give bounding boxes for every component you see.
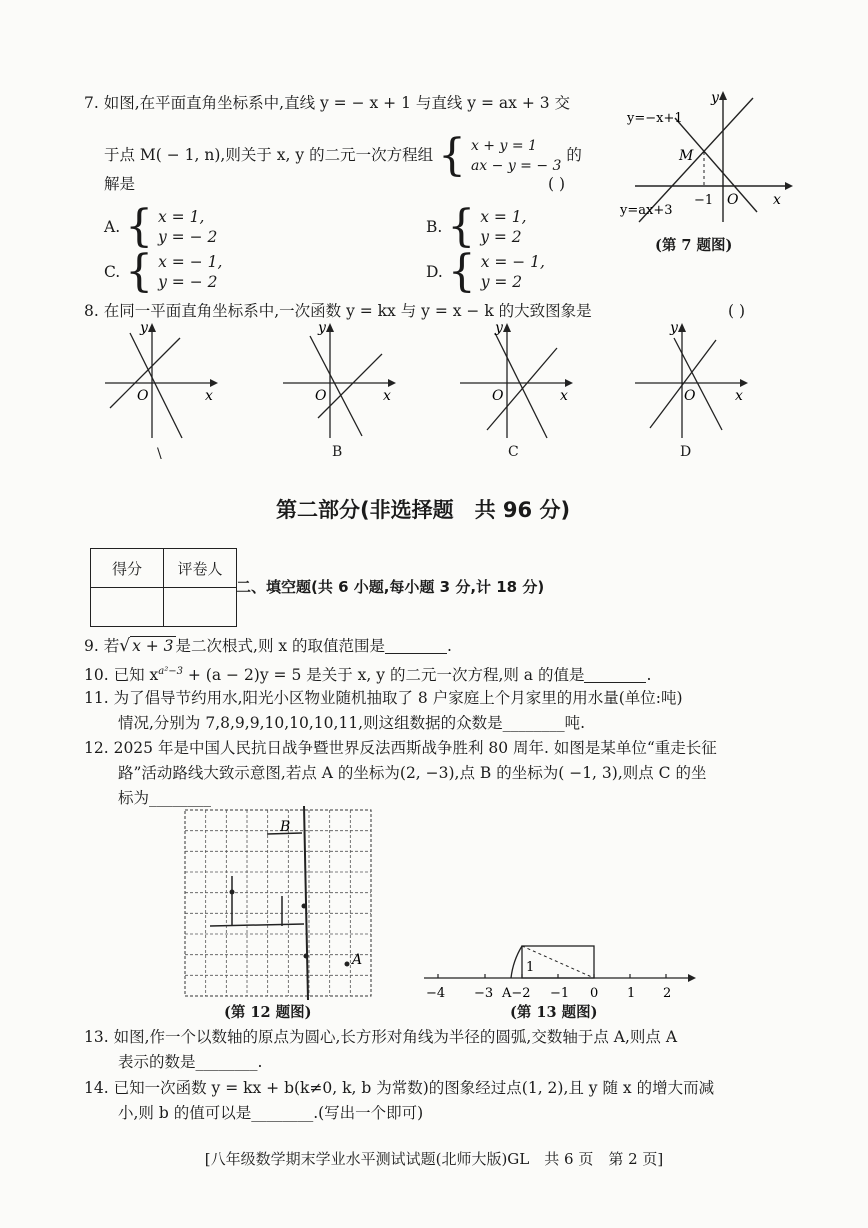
q13-line1: 13. 如图,作一个以数轴的原点为圆心,长方形对角线为半径的圆弧,交数轴于点 A,则点 A	[84, 1028, 678, 1046]
q7-figure-caption: (第 7 题图)	[655, 237, 733, 254]
q8-option-a-label: \	[157, 446, 162, 462]
q9-pre: 9. 若	[84, 637, 120, 655]
q8-graph-b[interactable]	[278, 318, 403, 443]
q8-b-label-O: O	[315, 388, 327, 404]
q7-label-x: x	[773, 192, 781, 208]
section2-heading: 二、填空题(共 6 小题,每小题 3 分,计 18 分)	[236, 578, 545, 596]
q13-numberline-figure	[418, 938, 700, 1002]
q8-a-label-O: O	[137, 388, 149, 404]
q13-tick-label-neg4: −4	[426, 986, 446, 1001]
q7-option-c-system	[158, 252, 222, 292]
q8-option-b-label: B	[332, 444, 343, 460]
q8-graph-a[interactable]	[100, 318, 225, 443]
part2-title: 第二部分(非选择题 共 96 分)	[276, 498, 571, 522]
q7-label-y: y	[711, 90, 719, 106]
q7-option-d-system	[481, 252, 545, 292]
q7-system	[471, 136, 562, 176]
q8-d-label-y: y	[670, 320, 678, 336]
q11-line2: 情况,分别为 7,8,9,9,10,10,10,11,则这组数据的众数是________吨.	[118, 714, 586, 732]
q12-grid-figure	[180, 806, 376, 1000]
q9-line	[84, 636, 452, 656]
sqrt-icon: √	[119, 636, 131, 656]
q13-line2: 表示的数是________.	[118, 1053, 263, 1071]
q8-option-c-label: C	[508, 444, 519, 460]
q7-option-c-eq2: y = − 2	[158, 273, 218, 291]
q7-option-b-eq2: y = 2	[480, 228, 522, 246]
q12-point-A	[345, 962, 350, 967]
q12-line2: 路”活动路线大致示意图,若点 A 的坐标为(2, −3),点 B 的坐标为( −1, 3),则点 C 的坐	[118, 764, 707, 782]
q7-label-line1: y=−x+1	[627, 111, 683, 126]
q10-pre: 10. 已知 x	[84, 666, 159, 685]
q8-option-d-label: D	[680, 444, 692, 460]
q7-line1: 7. 如图,在平面直角坐标系中,直线 y = − x + 1 与直线 y = ax + 3 交	[84, 94, 571, 112]
q13-figure-caption: (第 13 题图)	[510, 1004, 598, 1021]
q7-option-d[interactable]	[426, 246, 545, 297]
q8-graph-c[interactable]	[455, 318, 580, 443]
q10-post: + (a − 2)y = 5 是关于 x, y 的二元一次方程,则 a 的值是	[182, 666, 585, 685]
q13-axis-arrow	[688, 974, 696, 982]
q14-line2: 小,则 b 的值可以是________.(写出一个即可)	[118, 1104, 424, 1122]
q13-tick-label-neg1: −1	[550, 986, 570, 1001]
q8-c-label-y: y	[495, 320, 503, 336]
score-cell[interactable]	[91, 588, 164, 627]
q8-b-label-x: x	[383, 388, 391, 404]
q12-figure-caption: (第 12 题图)	[224, 1004, 312, 1021]
q13-label-1: 1	[526, 960, 535, 975]
q7-line2-pre: 于点 M( − 1, n),则关于 x, y 的二元一次方程组	[104, 146, 434, 164]
q7-option-b-system	[480, 207, 526, 247]
q7-label-neg1: −1	[694, 193, 714, 208]
q9-radicand: x + 3	[132, 637, 174, 655]
q7-option-b-eq1: x = 1,	[480, 208, 527, 226]
q7-option-d-eq2: y = 2	[480, 273, 523, 291]
q12-point-low	[304, 954, 309, 959]
q10-exponent: a²−3	[158, 666, 183, 677]
q7-option-d-brace: {	[447, 246, 476, 297]
q13-tick-label-neg3: −3	[474, 986, 494, 1001]
q8-d-label-O: O	[684, 388, 696, 404]
q7-option-a-eq1: x = 1,	[158, 208, 205, 226]
q7-option-d-eq1: x = − 1,	[480, 253, 545, 271]
q10-blank[interactable]	[584, 668, 646, 683]
q8-text: 8. 在同一平面直角坐标系中,一次函数 y = kx 与 y = x − k 的大致图象是	[84, 302, 592, 320]
q13-tick-label-A-neg2: A−2	[502, 986, 531, 1001]
q12-point-mid	[302, 904, 307, 909]
q7-label-M: M	[679, 148, 694, 164]
q7-option-a[interactable]	[104, 201, 218, 252]
q12-label-B: B	[280, 819, 291, 835]
q7-option-c-brace: {	[125, 246, 154, 297]
q9-blank[interactable]	[385, 639, 447, 654]
q13-tick-label-0: 0	[590, 986, 599, 1001]
score-header: 得分	[91, 549, 164, 588]
q7-option-b-label: B.	[426, 218, 443, 236]
q8-c-label-O: O	[492, 388, 504, 404]
q7-eq-b: ax − y = − 3	[470, 158, 562, 174]
q7-eq-a: x + y = 1	[470, 138, 537, 154]
q7-line3: 解是	[104, 175, 136, 193]
q12-route-vertical	[304, 806, 308, 1000]
q7-option-c-eq1: x = − 1,	[158, 253, 223, 271]
q14-line1: 14. 已知一次函数 y = kx + b(k≠0, k, b 为常数)的图象经过点(1, 2),且 y 随 x 的增大而减	[84, 1079, 715, 1097]
q12-line1: 12. 2025 年是中国人民抗日战争暨世界反法西斯战争胜利 80 周年. 如图是某单位“重走长征	[84, 739, 717, 757]
q10-line	[84, 662, 651, 685]
score-table	[90, 548, 237, 627]
q8-answer-paren: ( )	[728, 302, 746, 320]
q7-option-c-label: C.	[104, 263, 121, 281]
q7-y-arrow	[719, 91, 727, 100]
q9-post: 是二次根式,则 x 的取值范围是	[175, 637, 386, 655]
q10-end: .	[646, 666, 652, 685]
q7-option-a-brace: {	[125, 201, 154, 252]
q12-label-A: A	[352, 952, 363, 968]
q7-option-d-label: D.	[426, 263, 443, 281]
q12-route-horizontal	[210, 924, 304, 926]
q13-tick-label-1: 1	[627, 986, 636, 1001]
page-footer: [八年级数学期末学业水平测试试题(北师大版)GL 共 6 页 第 2 页]	[204, 1150, 664, 1168]
q12-point-left	[230, 890, 235, 895]
q7-x-arrow	[785, 182, 793, 190]
q7-label-line2: y=ax+3	[620, 203, 673, 218]
q7-option-a-system	[158, 207, 217, 247]
q7-option-c[interactable]	[104, 246, 223, 297]
q8-c-label-x: x	[560, 388, 568, 404]
q8-graph-d[interactable]	[630, 318, 755, 443]
q7-answer-paren: ( )	[548, 175, 566, 193]
q12-line3: 标为________	[118, 789, 212, 807]
q8-d-label-x: x	[735, 388, 743, 404]
q8-a-label-x: x	[205, 388, 213, 404]
grader-cell[interactable]	[164, 588, 237, 627]
grader-header: 评卷人	[164, 549, 237, 588]
q7-line2-post: 的	[566, 146, 582, 164]
q7-system-brace: {	[438, 130, 467, 181]
q13-tick-label-2: 2	[663, 986, 672, 1001]
q7-option-a-eq2: y = − 2	[158, 228, 218, 246]
q8-a-label-y: y	[140, 320, 148, 336]
q11-line1: 11. 为了倡导节约用水,阳光小区物业随机抽取了 8 户家庭上个月家里的用水量(单位:吨)	[84, 689, 683, 707]
q7-figure	[615, 86, 795, 226]
q12-grid-lines	[185, 810, 371, 996]
q7-option-a-label: A.	[104, 218, 121, 236]
q7-option-b-brace: {	[447, 201, 476, 252]
q7-label-O: O	[727, 192, 739, 208]
q9-end: .	[447, 637, 452, 655]
q7-line2	[104, 130, 582, 181]
q13-arc	[511, 946, 522, 978]
q8-b-label-y: y	[318, 320, 326, 336]
q7-option-b[interactable]	[426, 201, 527, 252]
q7-line-neg-x-plus-1	[675, 118, 757, 212]
